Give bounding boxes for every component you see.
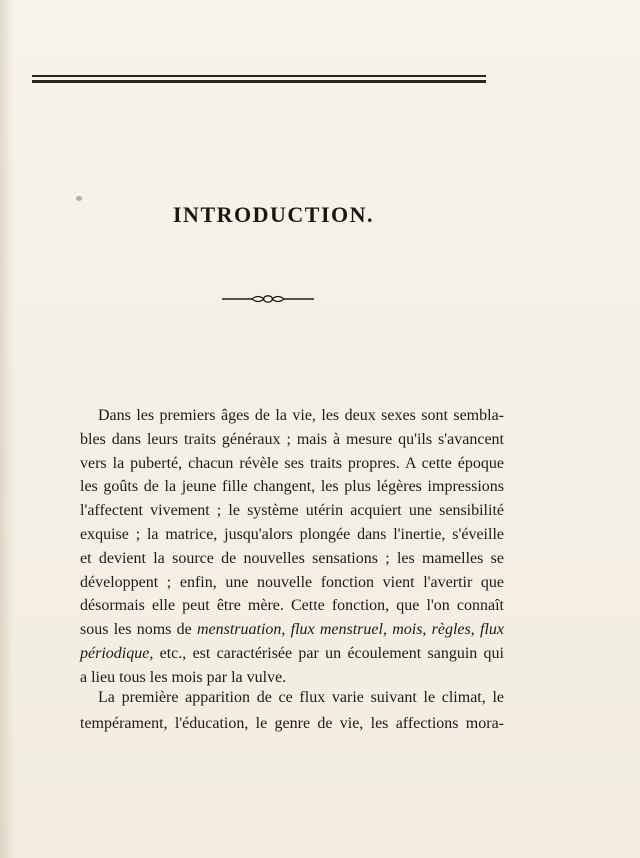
- text-fragment: ,: [422, 621, 432, 639]
- text-line: bles dans leurs traits généraux ; mais à mesure qu'ils s'avancent: [80, 430, 504, 448]
- italic-term: flux: [480, 621, 504, 639]
- text-line: exquise ; la matrice, jusqu'alors plongée dans l'inertie, s'éveille: [80, 525, 504, 543]
- text-line: La première apparition de ce flux varie suivant le climat, le: [98, 689, 504, 706]
- paragraph-1: [80, 404, 504, 690]
- page-title: INTRODUCTION.: [173, 202, 375, 227]
- header-rule-thick: [32, 80, 486, 83]
- text-line: [80, 618, 504, 642]
- italic-term: périodique: [80, 644, 150, 662]
- header-rule-thin: [32, 75, 486, 77]
- text-line: et devient la source de nouvelles sensations ; les mamelles se: [80, 549, 504, 567]
- ink-smudge: [76, 196, 82, 201]
- text-line: développent ; enfin, une nouvelle fonction vient l'avertir que: [80, 573, 504, 591]
- text-fragment: ,: [382, 621, 393, 639]
- text-line: les goûts de la jeune fille changent, les plus légères impressions: [80, 478, 504, 496]
- heading: [173, 202, 373, 228]
- page-edge-shadow: [0, 0, 14, 858]
- text-line: l'affectent vivement ; le système utérin acquiert une sensibilité: [80, 502, 504, 520]
- text-fragment: , etc., est caractérisée par un écoulement sanguin qui: [149, 644, 504, 662]
- text-line: Dans les premiers âges de la vie, les deux sexes sont sembla-: [98, 407, 504, 424]
- text-fragment: ,: [470, 621, 480, 639]
- ornament-divider: [222, 291, 314, 307]
- italic-term: mois: [392, 621, 423, 639]
- text-line: vers la puberté, chacun révèle ses traits propres. A cette époque: [80, 454, 504, 472]
- text-line: [80, 642, 504, 666]
- paragraph-2: [80, 685, 504, 737]
- italic-term: menstruation: [196, 621, 282, 639]
- text-line: tempérament, l'éducation, le genre de vie, les affections mora-: [80, 715, 504, 732]
- text-fragment: sous les noms de: [80, 621, 197, 639]
- italic-term: flux menstruel: [290, 621, 383, 639]
- text-line: désormais elle peut être mère. Cette fonction, que l'on connaît: [80, 597, 504, 615]
- text-line: a lieu tous les mois par la vulve.: [80, 668, 287, 686]
- text-fragment: ,: [281, 621, 291, 639]
- italic-term: règles: [431, 621, 471, 639]
